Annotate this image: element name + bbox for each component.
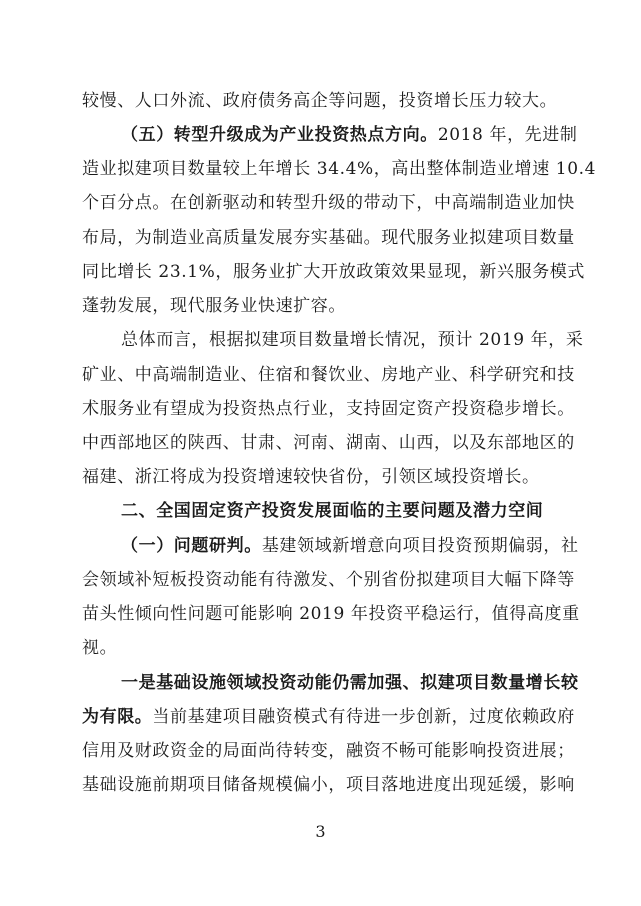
text-line: 基础设施前期项目储备规模偏小，项目落地进度出现延缓，影响 (82, 775, 575, 795)
text-line: 同比增长 23.1%，服务业扩大开放政策效果显现，新兴服务模式 (82, 262, 586, 282)
text-line: 个百分点。在创新驱动和转型升级的带动下，中高端制造业加快 (82, 193, 575, 213)
text-line: 中西部地区的陕西、甘肃、河南、湖南、山西，以及东部地区的 (82, 433, 575, 453)
point-one-rest: 当前基建项目融资模式有待进一步创新，过度依赖政府 (152, 707, 575, 727)
section-heading: 二、全国固定资产投资发展面临的主要问题及潜力空间 (121, 501, 544, 521)
point-five-lead: （五）转型升级成为产业投资热点方向。 (121, 125, 438, 145)
text-line: 福建、浙江将成为投资增速较快省份，引领区域投资增长。 (82, 467, 540, 487)
text-line: 布局，为制造业高质量发展夯实基础。现代服务业拟建项目数量 (82, 228, 575, 248)
problem-analysis-lead: （一）问题研判。 (121, 536, 262, 556)
page-number: 3 (315, 822, 326, 841)
point-one-lead: 一是基础设施领域投资动能仍需加强、拟建项目数量增长较 (121, 673, 579, 693)
text-line: 总体而言，根据拟建项目数量增长情况，预计 2019 年，采 (121, 330, 584, 350)
text-line: 会领域补短板投资动能有待激发、个别省份拟建项目大幅下降等 (82, 570, 575, 590)
text-line (82, 706, 575, 728)
point-one-lead-end: 为有限。 (82, 707, 153, 727)
text-line (121, 535, 579, 557)
text-line: 术服务业有望成为投资热点行业，支持固定资产投资稳步增长。 (82, 399, 575, 419)
text-line (121, 124, 577, 146)
text-line: 信用及财政资金的局面尚待转变，融资不畅可能影响投资进展； (82, 741, 575, 761)
point-five-rest: 2018 年，先进制 (437, 125, 578, 145)
text-line: 蓬勃发展，现代服务业快速扩容。 (82, 296, 346, 316)
text-line: 造业拟建项目数量较上年增长 34.4%，高出整体制造业增速 10.4 (82, 159, 597, 179)
text-line: 视。 (82, 638, 118, 658)
problem-analysis-rest: 基建领域新增意向项目投资预期偏弱，社 (261, 536, 579, 556)
text-line: 苗头性倾向性问题可能影响 2019 年投资平稳运行，值得高度重 (82, 604, 580, 624)
text-line: 较慢、人口外流、政府债务高企等问题，投资增长压力较大。 (82, 91, 558, 111)
text-line: 矿业、中高端制造业、住宿和餐饮业、房地产业、科学研究和技 (82, 365, 575, 385)
